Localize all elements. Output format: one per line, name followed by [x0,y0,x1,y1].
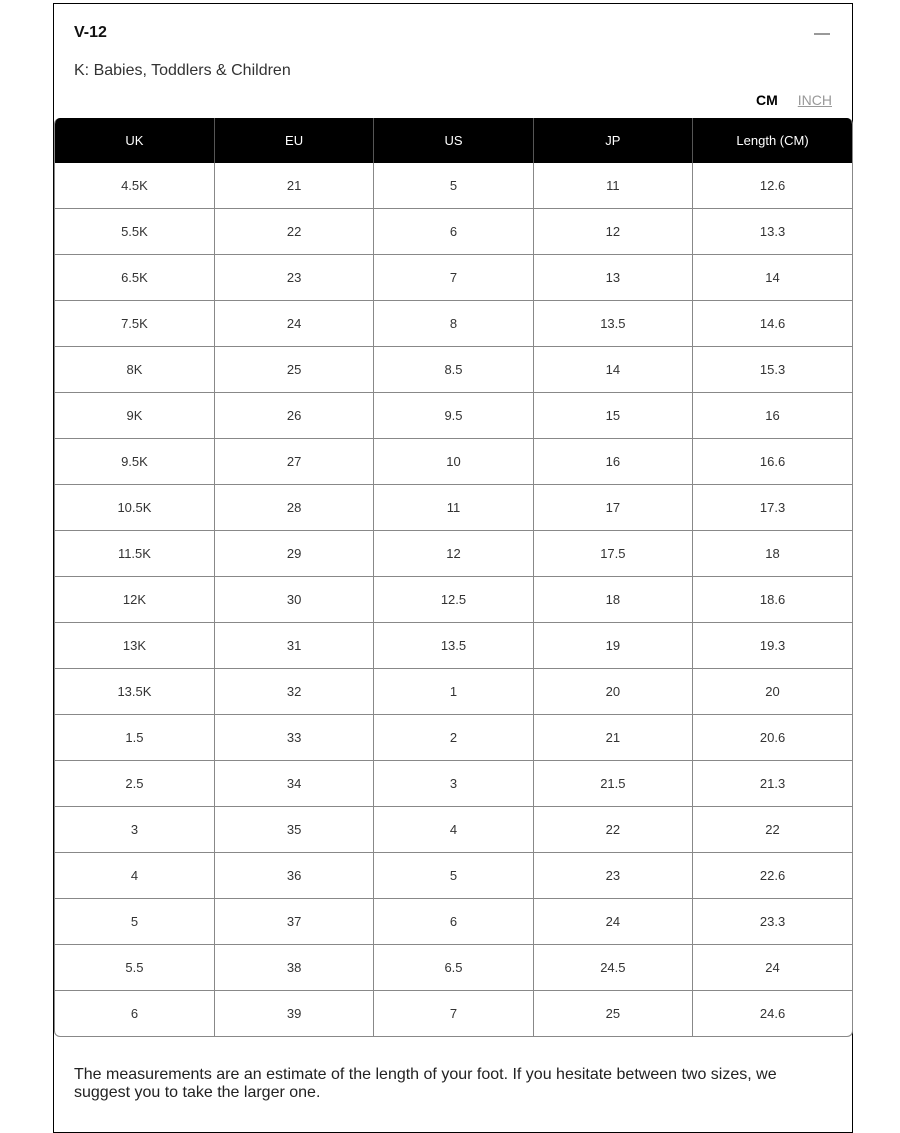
cell-uk: 2.5 [55,761,214,807]
table-row [55,301,852,347]
cell-jp: 18 [533,577,692,623]
cell-uk: 4 [55,853,214,899]
cell-eu: 28 [214,485,373,531]
measurement-note: The measurements are an estimate of the length of your foot. If you hesitate between two sizes, we suggest you to take the larger one. [74,1066,777,1101]
category-subtitle: K: Babies, Toddlers & Children [74,62,291,79]
unit-option-cm[interactable]: CM [755,92,778,108]
table-row [55,485,852,531]
cell-jp: 19 [533,623,692,669]
cell-length: 12.6 [759,178,786,193]
table-row [55,761,852,807]
cell-jp: 24 [533,899,692,945]
cell-length: 14.6 [693,301,852,347]
cell-length: 21.3 [693,761,852,807]
cell-length: 18.6 [693,577,852,623]
cell-us: 10 [374,439,533,485]
cell-us: 6.5 [374,945,533,991]
cell-eu: 22 [214,209,373,255]
cell-jp: 11 [533,163,692,209]
cell-us: 8.5 [374,347,533,393]
cell-length: 15.3 [693,347,852,393]
cell-jp: 13.5 [533,301,692,347]
cell-eu: 25 [214,347,373,393]
table-row [55,163,852,209]
table-row [55,623,852,669]
table-row [55,945,852,991]
cell-uk: 5.5K [55,209,214,255]
column-header-us: US [374,118,533,163]
table-header-row [55,118,852,163]
cell-uk: 13.5K [55,669,214,715]
cell-eu: 30 [214,577,373,623]
cell-length: 16 [693,393,852,439]
table-row [55,577,852,623]
column-header-eu: EU [214,118,373,163]
cell-eu: 39 [214,991,373,1037]
cell-eu: 34 [214,761,373,807]
cell-jp: 17.5 [533,531,692,577]
table-row [55,531,852,577]
cell-length: 22.6 [693,853,852,899]
cell-length: 13.3 [693,209,852,255]
cell-jp: 20 [533,669,692,715]
cell-uk: 6 [55,991,214,1037]
cell-jp: 25 [533,991,692,1037]
cell-jp: 21 [533,715,692,761]
cell-us: 7 [374,255,533,301]
cell-jp: 15 [533,393,692,439]
cell-us: 7 [374,991,533,1037]
cell-uk: 9.5K [55,439,214,485]
cell-jp: 21.5 [533,761,692,807]
table-row [55,347,852,393]
cell-us: 3 [374,761,533,807]
cell-us: 5 [374,163,533,209]
cell-us: 12.5 [374,577,533,623]
cell-length: 14 [693,255,852,301]
collapse-button[interactable] [814,24,832,44]
cell-uk: 13K [55,623,214,669]
cell-uk: 3 [55,807,214,853]
table-row [55,991,852,1037]
cell-us: 13.5 [374,623,533,669]
cell-us: 6 [374,899,533,945]
cell-eu: 27 [214,439,373,485]
cell-length: 22 [693,807,852,853]
cell-us: 12 [374,531,533,577]
cell-uk: 11.5K [55,531,214,577]
cell-jp: 16 [533,439,692,485]
cell-uk: 8K [55,347,214,393]
cell-jp: 13 [533,255,692,301]
size-table-container [54,118,853,1037]
cell-length: 24 [693,945,852,991]
cell-us: 6 [374,209,533,255]
cell-jp: 22 [533,807,692,853]
cell-uk: 5 [55,899,214,945]
cell-eu: 24 [214,301,373,347]
cell-eu: 35 [214,807,373,853]
cell-eu: 21 [214,163,373,209]
table-row [55,669,852,715]
cell-length: 19.3 [693,623,852,669]
column-header-jp: JP [533,118,692,163]
cell-eu: 36 [214,853,373,899]
table-row [55,715,852,761]
cell-eu: 23 [214,255,373,301]
cell-eu: 29 [214,531,373,577]
column-header-uk: UK [55,118,214,163]
cell-length: 20.6 [693,715,852,761]
cell-uk: 12K [55,577,214,623]
unit-toggle [756,92,832,108]
cell-uk: 6.5K [55,255,214,301]
cell-us: 9.5 [374,393,533,439]
cell-eu: 31 [214,623,373,669]
panel-header [74,24,832,44]
table-row [55,255,852,301]
cell-length: 20 [693,669,852,715]
panel-title: V-12 [74,24,107,41]
table-row [55,209,852,255]
table-row [55,853,852,899]
minus-icon [814,33,830,35]
cell-jp: 24.5 [533,945,692,991]
table-row [55,899,852,945]
cell-us: 8 [374,301,533,347]
table-row [55,439,852,485]
unit-option-inch[interactable]: INCH [797,92,832,108]
cell-eu: 38 [214,945,373,991]
size-table [55,118,852,1036]
cell-length: 24.6 [693,991,852,1037]
size-guide-panel [53,3,853,1133]
cell-eu: 37 [214,899,373,945]
cell-us: 5 [374,853,533,899]
cell-eu: 33 [214,715,373,761]
cell-length: 16.6 [693,439,852,485]
cell-us: 1 [374,669,533,715]
table-row [55,807,852,853]
cell-length: 17.3 [693,485,852,531]
cell-uk: 10.5K [55,485,214,531]
cell-uk: 7.5K [55,301,214,347]
cell-jp: 14 [533,347,692,393]
cell-uk: 4.5K [55,163,214,209]
table-body [55,163,852,1036]
cell-jp: 12 [533,209,692,255]
cell-eu: 32 [214,669,373,715]
table-row [55,393,852,439]
cell-uk: 9K [55,393,214,439]
cell-length: 18 [693,531,852,577]
column-header-length: Length (CM) [693,118,852,163]
cell-jp: 23 [533,853,692,899]
cell-us: 2 [374,715,533,761]
cell-uk: 1.5 [55,715,214,761]
cell-jp: 17 [533,485,692,531]
cell-us: 11 [374,485,533,531]
cell-uk: 5.5 [55,945,214,991]
cell-us: 4 [374,807,533,853]
cell-eu: 26 [214,393,373,439]
cell-length: 23.3 [693,899,852,945]
